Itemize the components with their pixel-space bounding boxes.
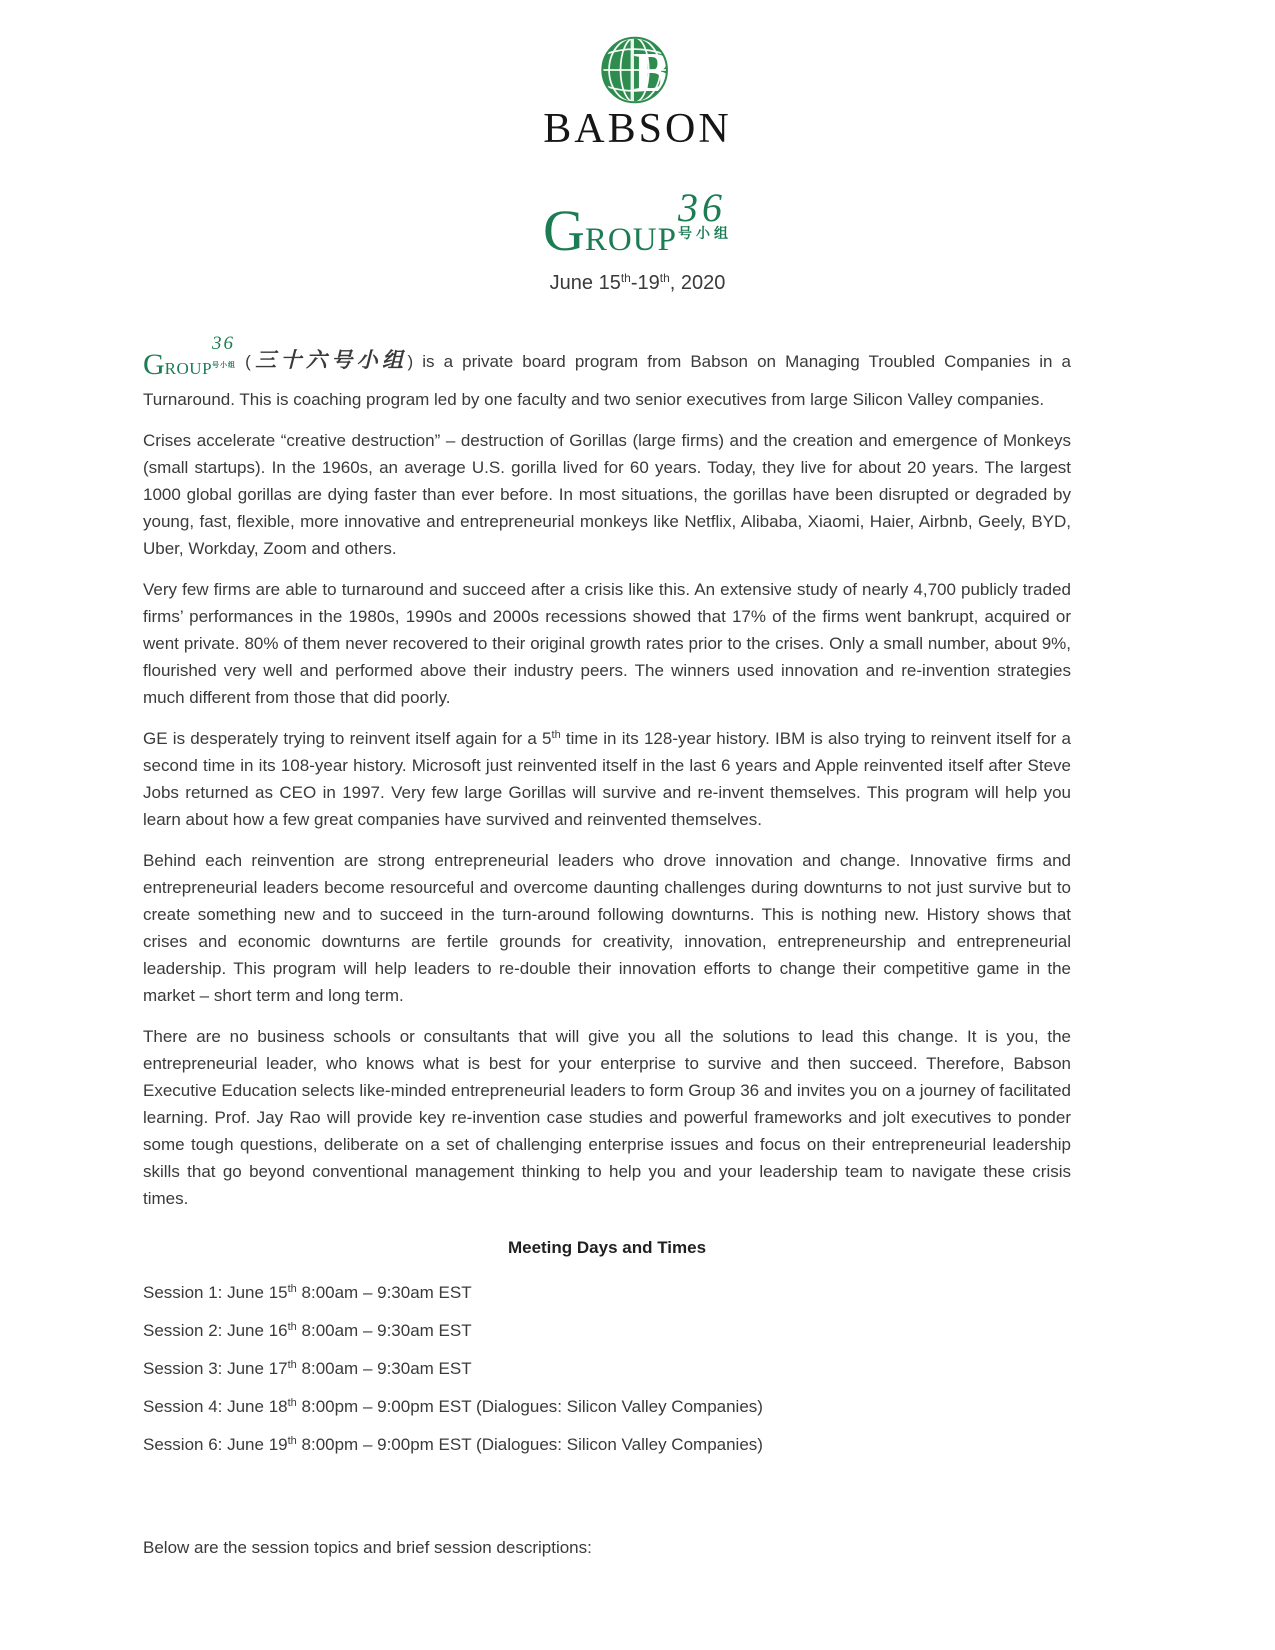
session-line-2: Session 2: June 16th 8:00am – 9:30am EST [143, 1321, 472, 1341]
leaders-paragraph: Behind each reinvention are strong entrepreneurial leaders who drove innovation and change. Innovative firms and entrepreneurial leaders become resourceful and overcome daunting challenges during downturns to not just survive but to create something new and to succeed in the turn-around following downturns. This is nothing new. History shows that crises and economic downturns are fertile grounds for creativity, innovation, entrepreneurship and entrepreneurial leadership. This program will help leaders to re-double their innovation efforts to change their competitive game in the market – short term and long term. [143, 851, 1071, 1006]
crises-paragraph: Crises accelerate “creative destruction” – destruction of Gorillas (large firms) and the creation and emergence of Monkeys (small startups). In the 1960s, an average U.S. gorilla lived for 60 years. Today, they live for about 20 years. The largest 1000 global gorillas are dying faster than ever before. In most situations, the gorillas have been disrupted or degraded by young, fast, flexible, more innovative and entrepreneurial monkeys like Netflix, Alibaba, Xiaomi, Haier, Airbnb, Geely, BYD, Uber, Workday, Zoom and others. [143, 431, 1071, 559]
session-line-4: Session 4: June 18th 8:00pm – 9:00pm EST (Dialogues: Silicon Valley Companies) [143, 1397, 763, 1417]
date-superscript: th [620, 271, 631, 285]
ordinal-superscript: th [287, 1321, 297, 1334]
document-body [143, 333, 1071, 1561]
ordinal-superscript: th [287, 1397, 297, 1410]
group36-chinese: 号小组 [677, 225, 732, 241]
closing-line: Below are the session topics and brief session descriptions: [143, 1538, 592, 1558]
session-line-1: Session 1: June 15th 8:00am – 9:30am EST [143, 1283, 472, 1303]
babson-globe-icon [601, 33, 675, 107]
document-header [0, 0, 1275, 295]
group36-roup: ROUP [584, 222, 677, 258]
date-superscript: th [659, 271, 670, 285]
group36-letter-g: G [543, 198, 585, 263]
ordinal-superscript: th [287, 1283, 297, 1296]
babson-wordmark: BABSON [543, 106, 732, 152]
intro-paragraph: GROUP 36 号小组 (三十六号小组) is a private board program from Babson on Managing Troubled Companies in a Turnaround. This is coaching program led by one faculty and two senior executives from large Silicon Valley companies. [143, 333, 1071, 410]
session-line-6: Session 6: June 19th 8:00pm – 9:00pm EST (Dialogues: Silicon Valley Companies) [143, 1435, 763, 1455]
group36-logo [0, 185, 1275, 263]
study-paragraph: Very few firms are able to turnaround and succeed after a crisis like this. An extensive study of nearly 4,700 publicly traded firms’ performances in the 1980s, 1990s and 2000s recessions showed that 17% of the firms went bankrupt, acquired or went private. 80% of them never recovered to their original growth rates prior to the crises. Only a small number, about 9%, flourished very well and performed above their industry peers. The winners used innovation and re-invention strategies much different from those that did poorly. [143, 580, 1071, 708]
meeting-days-heading: Meeting Days and Times [507, 1238, 707, 1258]
reinvention-paragraph: GE is desperately trying to reinvent itself again for a 5th time in its 128-year history. IBM is also trying to reinvent itself for a second time in its 108-year history. Microsoft just reinvented itself in the last 6 years and Apple reinvented itself after Steve Jobs returned as CEO in 1997. Very few large Gorillas will survive and re-invent themselves. This program will help you learn about how a few great companies have survived and reinvented themselves. [143, 729, 1071, 830]
svg-text:B: B [632, 41, 671, 104]
program-paragraph: There are no business schools or consultants that will give you all the solutions to lead this change. It is you, the entrepreneurial leader, who knows what is best for your enterprise to survive and then succeed. Therefore, Babson Executive Education selects like-minded entrepreneurial leaders to form Group 36 and invites you on a journey of facilitated learning. Prof. Jay Rao will provide key re-invention case studies and powerful frameworks and jolt executives to ponder some tough questions, deliberate on a set of challenging enterprise issues and focus on their entrepreneurial leadership skills that go beyond conventional management thinking to help you and your leadership team to navigate these crisis times. [143, 1027, 1071, 1209]
session-line-3: Session 3: June 17th 8:00am – 9:30am EST [143, 1359, 472, 1379]
group36-inline-logo: GROUP 36 号小组 [143, 333, 237, 382]
group36-number: 36 [677, 185, 726, 230]
ordinal-superscript: th [287, 1435, 297, 1448]
date-line: June 15th-19th, 2020 [549, 271, 726, 294]
ordinal-superscript: th [551, 729, 561, 742]
chinese-program-name: 三十六号小组 [250, 348, 408, 373]
ordinal-superscript: th [287, 1359, 297, 1372]
